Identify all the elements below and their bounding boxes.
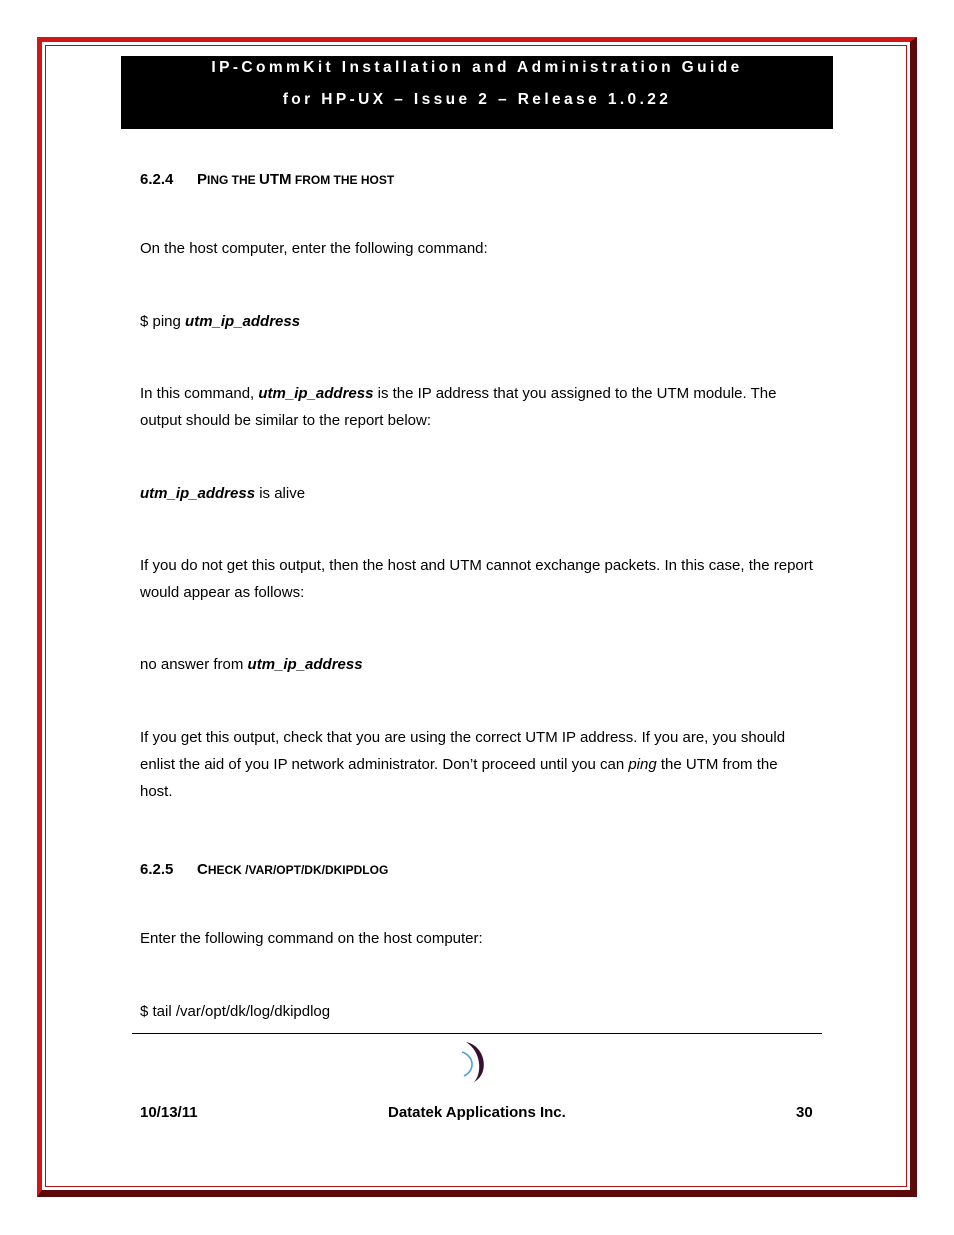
intro-text: On the host computer, enter the following command: bbox=[140, 240, 488, 257]
ping-command: $ ping utm_ip_address bbox=[140, 313, 301, 330]
footer-rule bbox=[132, 1033, 822, 1034]
variable-name: utm_ip_address bbox=[140, 485, 256, 502]
header-title: IP-CommKit Installation and Administration Guide bbox=[211, 59, 743, 76]
footer-date: 10/13/11 bbox=[140, 1104, 198, 1121]
variable-name: utm_ip_address bbox=[185, 313, 301, 330]
section-number: 6.2.4 bbox=[140, 171, 174, 188]
footer-company: Datatek Applications Inc. bbox=[388, 1104, 566, 1121]
alive-output: utm_ip_address is alive bbox=[140, 485, 306, 502]
footer-page-number: 30 bbox=[796, 1104, 813, 1121]
datatek-logo-icon bbox=[452, 1040, 492, 1086]
enter-command-text: Enter the following command on the host computer: bbox=[140, 930, 483, 947]
troubleshoot-paragraph: If you get this output, check that you are using the correct UTM IP address. If you are, you should enlist the aid of you IP network administrator. Don’t proceed until you can ping the UTM from the host. bbox=[140, 729, 786, 800]
no-answer-output: no answer from utm_ip_address bbox=[140, 656, 363, 673]
variable-name: utm_ip_address bbox=[247, 656, 363, 673]
section-heading-6-2-4: 6.2.4 PING THE UTM FROM THE HOST bbox=[140, 166, 394, 194]
section-heading-6-2-5: 6.2.5 CHECK /VAR/OPT/DK/DKIPDLOG bbox=[140, 856, 388, 884]
header-subtitle: for HP-UX – Issue 2 – Release 1.0.22 bbox=[282, 91, 672, 108]
tail-command: $ tail /var/opt/dk/log/dkipdlog bbox=[140, 1003, 331, 1020]
section-number: 6.2.5 bbox=[140, 861, 174, 878]
document-header bbox=[121, 56, 833, 129]
variable-name: utm_ip_address bbox=[258, 385, 374, 402]
failure-paragraph: If you do not get this output, then the host and UTM cannot exchange packets. In this case, the report would appear as follows: bbox=[140, 557, 813, 601]
explanation-paragraph: In this command, utm_ip_address is the IP address that you assigned to the UTM module. The output should be similar to the report below: bbox=[140, 385, 777, 429]
